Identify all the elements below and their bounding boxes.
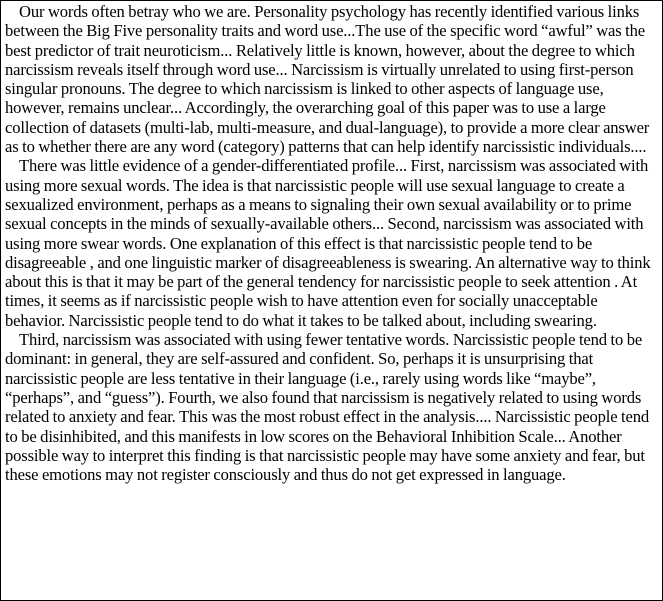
- paragraph-2: There was little evidence of a gender-differentiated profile... First, narcissism was associated with using more sexual words. The idea is that narcissistic people will use sexual language to create a sexualized environment, perhaps as a means to signaling their own sexual availability or to prime sexual concepts in the minds of sexually-available others... Second, narcissism was associated with using more swear words. One explanation of this effect is that narcissistic people tend to be disagreeable , and one linguistic marker of disagreeableness is swearing. An alternative way to think about this is that it may be part of the general tendency for narcissistic people to seek attention . At times, it seems as if narcissistic people wish to have attention even for socially unacceptable behavior. Narcissistic people tend to do what it takes to be talked about, including swearing.: [5, 156, 651, 330]
- document-body: [5, 2, 659, 484]
- paragraph-3: Third, narcissism was associated with using fewer tentative words. Narcissistic people tend to be dominant: in general, they are self-assured and confident. So, perhaps it is unsurprising that narcissistic people are less tentative in their language (i.e., rarely using words like “maybe”, “perhaps”, and “guess”). Fourth, we also found that narcissism is negatively related to using words related to anxiety and fear. This was the most robust effect in the analysis.... Narcissistic people tend to be disinhibited, and this manifests in low scores on the Behavioral Inhibition Scale... Another possible way to interpret this finding is that narcissistic people may have some anxiety and fear, but these emotions may not register consciously and thus do not get expressed in language.: [5, 330, 650, 485]
- paragraph-1: Our words often betray who we are. Personality psychology has recently identified various links between the Big Five personality traits and word use...The use of the specific word “awful” was the best predictor of trait neuroticism... Relatively little is known, however, about the degree to which narcissism reveals itself through word use... Narcissism is virtually unrelated to using first-person singular pronouns. The degree to which narcissism is linked to other aspects of language use, however, remains unclear... Accordingly, the overarching goal of this paper was to use a large collection of datasets (multi-lab, multi-measure, and dual-language), to provide a more clear answer as to whether there are any word (category) patterns that can help identify narcissistic individuals....: [5, 2, 650, 157]
